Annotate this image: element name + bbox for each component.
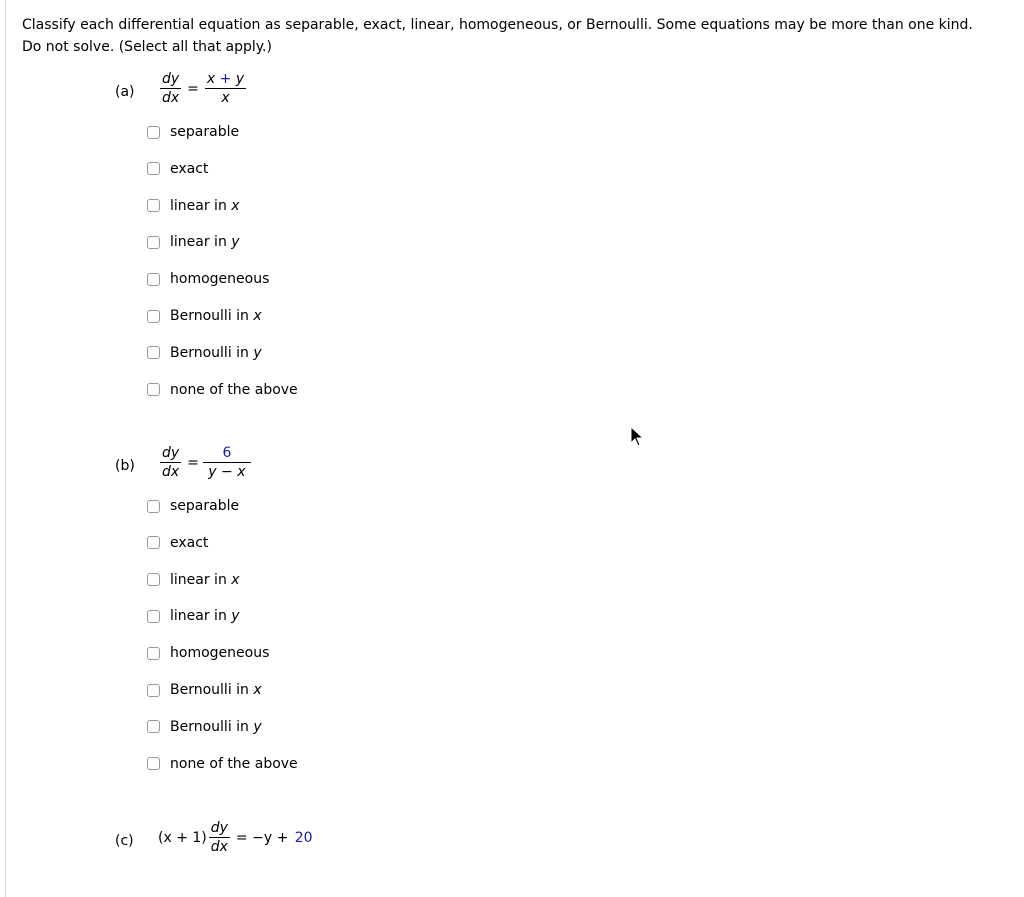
option-label: homogeneous xyxy=(170,645,270,662)
option-variable: y xyxy=(253,718,262,735)
checkbox[interactable] xyxy=(147,536,160,549)
option-a-linear-in-x[interactable] xyxy=(147,196,547,216)
checkbox[interactable] xyxy=(147,757,160,770)
checkbox[interactable] xyxy=(147,199,160,212)
option-label: separable xyxy=(170,498,240,514)
checkbox[interactable] xyxy=(147,647,160,660)
checkbox[interactable] xyxy=(147,273,160,286)
option-label: exact xyxy=(170,534,209,551)
option-a-bernoulli-in-y[interactable] xyxy=(147,343,547,363)
left-border xyxy=(5,0,6,897)
checkbox[interactable] xyxy=(147,720,160,733)
option-label: none of the above xyxy=(170,381,298,398)
checkbox[interactable] xyxy=(147,162,160,175)
option-b-homogeneous[interactable] xyxy=(147,643,547,663)
option-a-bernoulli-in-x[interactable] xyxy=(147,306,547,326)
checkbox[interactable] xyxy=(147,500,160,513)
option-b-bernoulli-in-x[interactable] xyxy=(147,680,547,700)
checkbox[interactable] xyxy=(147,126,160,139)
option-label: none of the above xyxy=(170,755,298,772)
equation: (x + 1) $\frac{dy}{dx}$ = −y + 20 xyxy=(158,820,313,855)
option-b-linear-in-x[interactable] xyxy=(147,570,547,590)
option-b-linear-in-y[interactable] xyxy=(147,606,547,626)
option-a-exact[interactable] xyxy=(147,159,547,179)
option-label: separable xyxy=(170,124,240,140)
option-a-separable[interactable] xyxy=(147,122,547,142)
option-variable: y xyxy=(253,344,262,361)
instructions: Classify each differential equation as separable, exact, linear, homogeneous, or Bernoulli. Some equations may be more than one kind. Do not solve. (Select all that apply.) xyxy=(22,17,973,55)
checkbox[interactable] xyxy=(147,573,160,586)
option-variable: x xyxy=(253,682,262,698)
option-b-none-of-the-above[interactable] xyxy=(147,754,547,774)
option-a-linear-in-y[interactable] xyxy=(147,232,547,252)
option-variable: x xyxy=(231,197,240,214)
option-label: linear in xyxy=(170,197,232,214)
option-b-exact[interactable] xyxy=(147,533,547,553)
question-a xyxy=(115,71,615,398)
checkbox[interactable] xyxy=(147,310,160,323)
option-label: Bernoulli in xyxy=(170,308,254,324)
question-b xyxy=(115,445,615,772)
option-label: homogeneous xyxy=(170,271,270,288)
option-a-homogeneous[interactable] xyxy=(147,269,547,289)
option-label: Bernoulli in xyxy=(170,718,254,735)
option-label: linear in xyxy=(170,608,232,625)
option-label: linear in xyxy=(170,234,232,251)
option-b-separable[interactable] xyxy=(147,496,547,516)
question-c xyxy=(115,820,615,855)
option-a-none-of-the-above[interactable] xyxy=(147,380,547,400)
option-label: Bernoulli in xyxy=(170,682,254,698)
mouse-cursor-icon xyxy=(630,426,646,450)
question-label: (a) xyxy=(115,84,135,100)
equation: $\frac{dy}{dx}$ = $\frac{6}{y - x}$ xyxy=(160,444,249,481)
question-label: (c) xyxy=(115,833,134,849)
checkbox[interactable] xyxy=(147,346,160,359)
option-variable: y xyxy=(231,234,240,251)
option-label: exact xyxy=(170,160,209,177)
option-variable: x xyxy=(253,308,262,324)
option-label: Bernoulli in xyxy=(170,344,254,361)
checkbox[interactable] xyxy=(147,383,160,396)
option-b-bernoulli-in-y[interactable] xyxy=(147,717,547,737)
question-label: (b) xyxy=(115,458,135,474)
checkbox[interactable] xyxy=(147,610,160,623)
option-variable: x xyxy=(231,571,240,588)
option-variable: y xyxy=(231,608,240,625)
option-label: linear in xyxy=(170,571,232,588)
checkbox[interactable] xyxy=(147,684,160,697)
equation: $\frac{dy}{dx}$ = $\frac{x + y}{x}$ xyxy=(162,71,245,106)
checkbox[interactable] xyxy=(147,236,160,249)
